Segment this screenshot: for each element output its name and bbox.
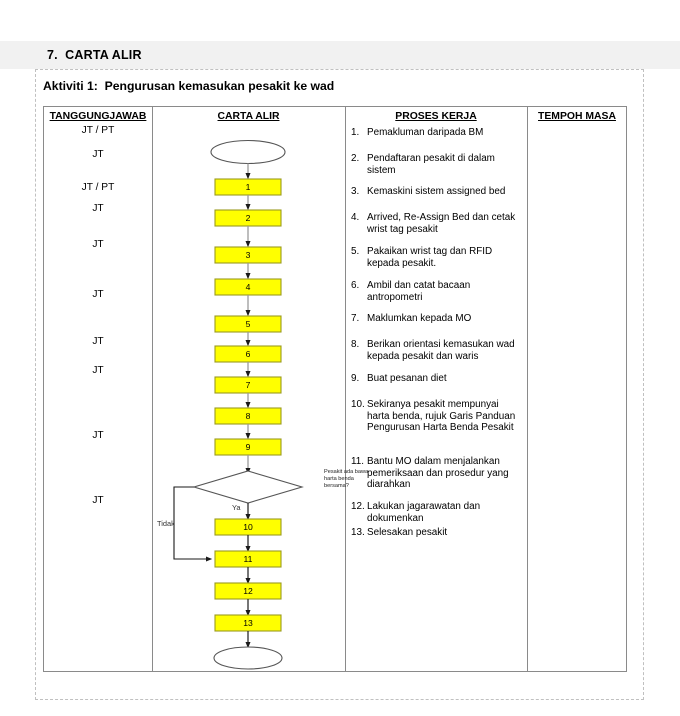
responsibility-label: JT (92, 495, 104, 506)
process-step-number: 7. (351, 313, 360, 324)
process-box-label-12: 12 (243, 586, 253, 596)
process-step-text: Pendaftaran pesakit di dalam sistem (367, 153, 495, 176)
process-box-label-5: 5 (245, 319, 251, 329)
process-step (351, 153, 523, 176)
process-step-number: 3. (351, 186, 360, 197)
end-terminator (214, 647, 282, 669)
process-step-text: Maklumkan kepada MO (367, 313, 472, 324)
process-step-text: Kemaskini sistem assigned bed (367, 186, 506, 197)
branch-label-no: Tidak (157, 519, 175, 528)
column-header-responsibility: TANGGUNGJAWAB (49, 111, 147, 122)
process-step (351, 127, 523, 139)
process-box-label-4: 4 (245, 282, 251, 292)
process-step (351, 280, 523, 303)
process-box-label-10: 10 (243, 522, 253, 532)
column-divider-2 (345, 107, 346, 671)
flowchart-diagram (152, 107, 369, 671)
process-step-number: 9. (351, 373, 360, 384)
process-step-number: 6. (351, 280, 360, 291)
responsibility-label: JT / PT (81, 182, 115, 193)
process-step-number: 1. (351, 127, 360, 138)
process-step (351, 313, 523, 325)
start-terminator (211, 141, 285, 164)
process-step-number: 13. (351, 527, 365, 538)
decision-note: Pesakit ada bawa harta benda bersama? (324, 469, 369, 490)
process-step (351, 246, 523, 269)
process-step (351, 527, 523, 539)
process-step-text: Pemakluman daripada BM (367, 127, 484, 138)
process-box-label-9: 9 (245, 442, 251, 452)
branch-label-yes: Ya (232, 503, 241, 512)
column-divider-3 (527, 107, 528, 671)
no-branch-path (174, 487, 209, 559)
process-step-number: 4. (351, 212, 360, 223)
responsibility-label: JT (92, 289, 104, 300)
process-step (351, 373, 523, 385)
process-step-text: Berikan orientasi kemasukan wad kepada pesakit dan waris (367, 339, 515, 362)
process-box-label-1: 1 (245, 182, 251, 192)
responsibility-label: JT (92, 149, 104, 160)
process-step-text: Arrived, Re-Assign Bed dan cetak wrist tag pesakit (367, 212, 516, 235)
process-step (351, 399, 523, 434)
decision-diamond (194, 471, 302, 503)
process-step-number: 5. (351, 246, 360, 257)
process-step-text: Sekiranya pesakit mempunyai harta benda, rujuk Garis Panduan Pengurusan Harta Benda Pesakit (367, 399, 516, 434)
responsibility-label: JT (92, 239, 104, 250)
page-title: 7. CARTA ALIR (47, 48, 142, 62)
process-box-label-13: 13 (243, 618, 253, 628)
column-header-process: PROSES KERJA (395, 111, 477, 122)
process-box-label-6: 6 (245, 349, 251, 359)
process-step-number: 8. (351, 339, 360, 350)
process-step-text: Pakaikan wrist tag dan RFID kepada pesakit. (367, 246, 493, 269)
process-step-text: Bantu MO dalam menjalankan pemeriksaan dan prosedur yang diarahkan (367, 456, 509, 491)
column-header-flowchart: CARTA ALIR (217, 111, 280, 122)
responsibility-label: JT (92, 203, 104, 214)
process-step (351, 456, 523, 491)
process-step-text: Selesakan pesakit (367, 527, 448, 538)
process-box-label-11: 11 (243, 554, 253, 564)
process-box-label-8: 8 (245, 411, 251, 421)
process-box-label-3: 3 (245, 250, 251, 260)
responsibility-label: JT (92, 365, 104, 376)
responsibility-label: JT (92, 430, 104, 441)
column-header-duration: TEMPOH MASA (538, 111, 616, 122)
process-step-number: 2. (351, 153, 360, 164)
process-step (351, 212, 523, 235)
flowchart-table (43, 106, 627, 672)
process-step (351, 501, 523, 524)
process-step-text: Lakukan jagarawatan dan dokumenkan (367, 501, 481, 524)
process-step-number: 10. (351, 399, 365, 410)
process-step-number: 12. (351, 501, 365, 512)
responsibility-label: JT / PT (81, 125, 115, 136)
process-step-text: Buat pesanan diet (367, 373, 447, 384)
process-step (351, 186, 523, 198)
process-step (351, 339, 523, 362)
process-step-number: 11. (351, 456, 364, 467)
responsibility-label: JT (92, 336, 104, 347)
process-box-label-2: 2 (245, 213, 251, 223)
activity-title: Aktiviti 1: Pengurusan kemasukan pesakit ke wad (43, 79, 335, 93)
process-box-label-7: 7 (245, 380, 251, 390)
process-step-text: Ambil dan catat bacaan antropometri (367, 280, 471, 303)
